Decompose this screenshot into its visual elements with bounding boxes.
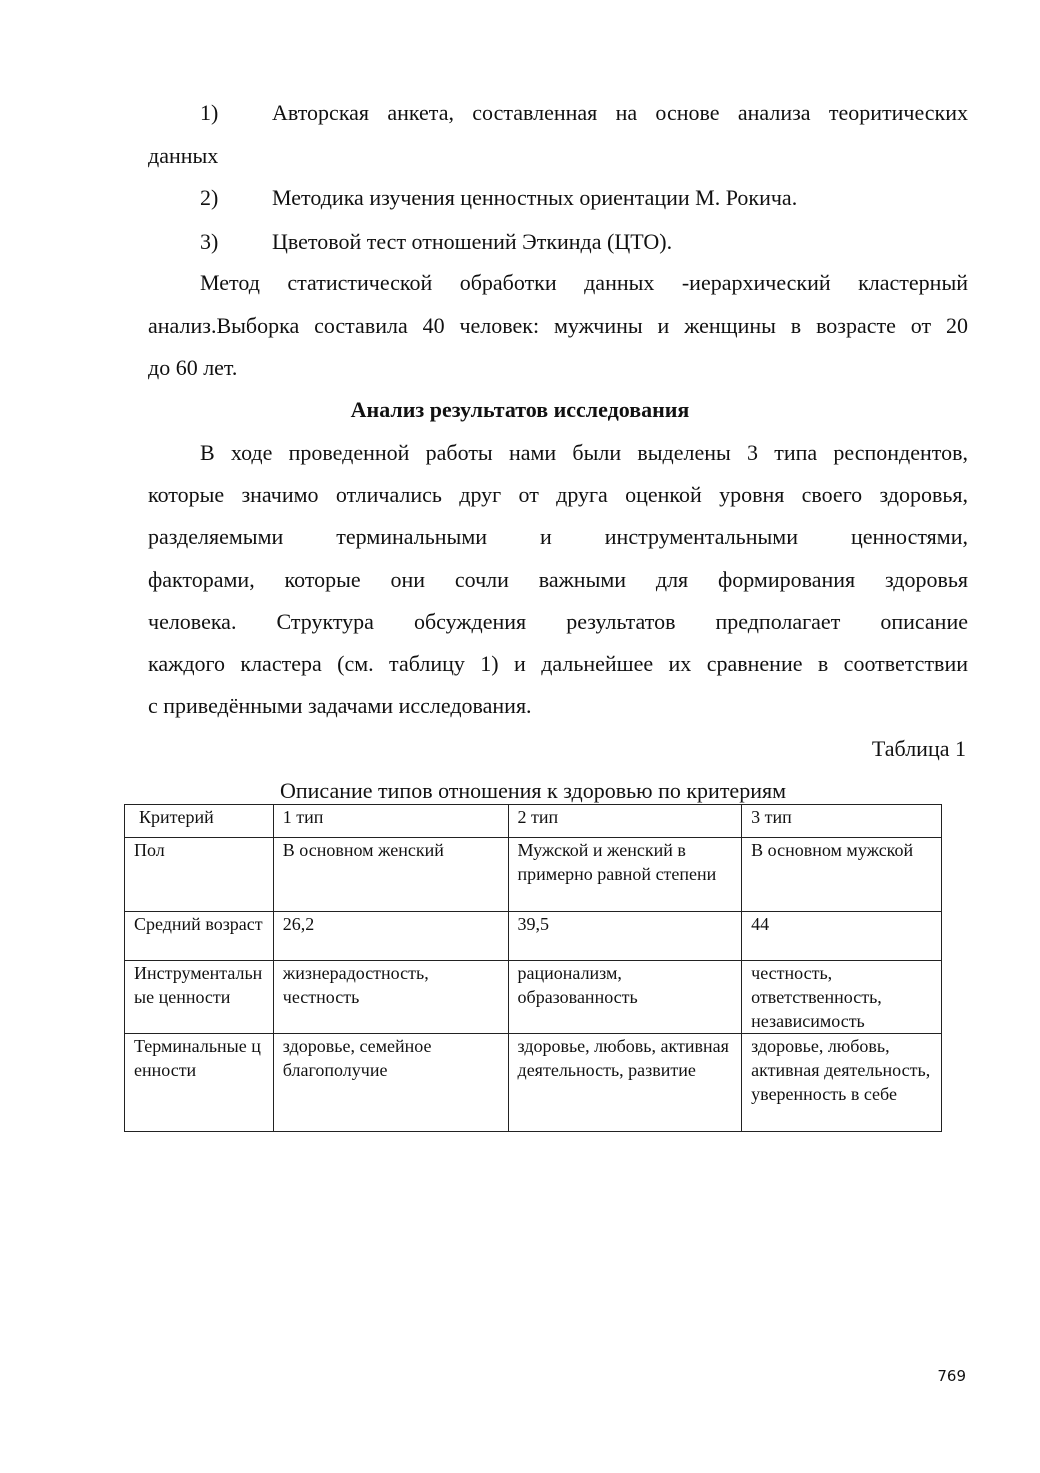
table-header-cell: 2 тип	[508, 805, 742, 838]
method-paragraph-line-2: анализ.Выборка составила 40 человек: мужчины и женщины в возрасте от 20	[148, 313, 968, 338]
list-item-1-continuation: данных	[148, 143, 219, 168]
table-cell: В основном женский	[273, 838, 508, 912]
results-paragraph-line-2: которые значимо отличались друг от друга оценкой уровня своего здоровья,	[148, 482, 968, 507]
table-cell: жизнерадостность, честность	[273, 961, 508, 1034]
results-paragraph-line-3: разделяемыми терминальными и инструментальными ценностями,	[148, 524, 968, 549]
table-row	[125, 1034, 942, 1132]
list-item-3-text: Цветовой тест отношений Эткинда (ЦТО).	[272, 229, 673, 254]
table-cell: рационализм, образованность	[508, 961, 742, 1034]
table-row	[125, 961, 942, 1034]
results-paragraph-line-4: факторами, которые они сочли важными для формирования здоровья	[148, 567, 968, 592]
table-cell: здоровье, любовь, активная деятельность, развитие	[508, 1034, 742, 1132]
results-paragraph-line-6: каждого кластера (см. таблицу 1) и дальнейшее их сравнение в соответствии	[148, 651, 968, 676]
table-cell: Терминальные ценности	[125, 1034, 274, 1132]
table-caption: Описание типов отношения к здоровью по критериям	[279, 778, 787, 803]
list-item-2-text: Методика изучения ценностных ориентации М. Рокича.	[272, 185, 798, 210]
page-number: 769	[937, 1367, 966, 1385]
list-number-3: 3)	[200, 229, 219, 254]
table-header-cell: 1 тип	[273, 805, 508, 838]
results-paragraph-line-1: В ходе проведенной работы нами были выделены 3 типа респондентов,	[200, 440, 968, 465]
table-cell: 39,5	[508, 912, 742, 961]
table-cell: Пол	[125, 838, 274, 912]
results-paragraph-line-7: с приведёнными задачами исследования.	[148, 693, 532, 718]
table-row	[125, 912, 942, 961]
criteria-table	[124, 804, 942, 1132]
table-cell: здоровье, семейное благополучие	[273, 1034, 508, 1132]
table-cell: здоровье, любовь, активная деятельность, уверенность в себе	[742, 1034, 942, 1132]
section-heading: Анализ результатов исследования	[350, 397, 690, 422]
table-cell: Средний возраст	[125, 912, 274, 961]
list-item-1-text: Авторская анкета, составленная на основе анализа теоритических	[272, 100, 968, 125]
table-label: Таблица 1	[871, 736, 966, 761]
table-cell: В основном мужской	[742, 838, 942, 912]
list-number-2: 2)	[200, 185, 219, 210]
table-cell: 44	[742, 912, 942, 961]
table-row	[125, 838, 942, 912]
list-number-1: 1)	[200, 100, 219, 125]
method-paragraph-line-3: до 60 лет.	[148, 355, 238, 380]
table-cell: Инструментальные ценности	[125, 961, 274, 1034]
table-header-row	[125, 805, 942, 838]
results-paragraph-line-5: человека. Структура обсуждения результатов предполагает описание	[148, 609, 968, 634]
method-paragraph-line-1: Метод статистической обработки данных -иерархический кластерный	[200, 270, 968, 295]
table-cell: 26,2	[273, 912, 508, 961]
table-cell: Мужской и женский в примерно равной степени	[508, 838, 742, 912]
table-header-cell: 3 тип	[742, 805, 942, 838]
table-cell: честность, ответственность, независимость	[742, 961, 942, 1034]
table-header-cell: Критерий	[125, 805, 274, 838]
